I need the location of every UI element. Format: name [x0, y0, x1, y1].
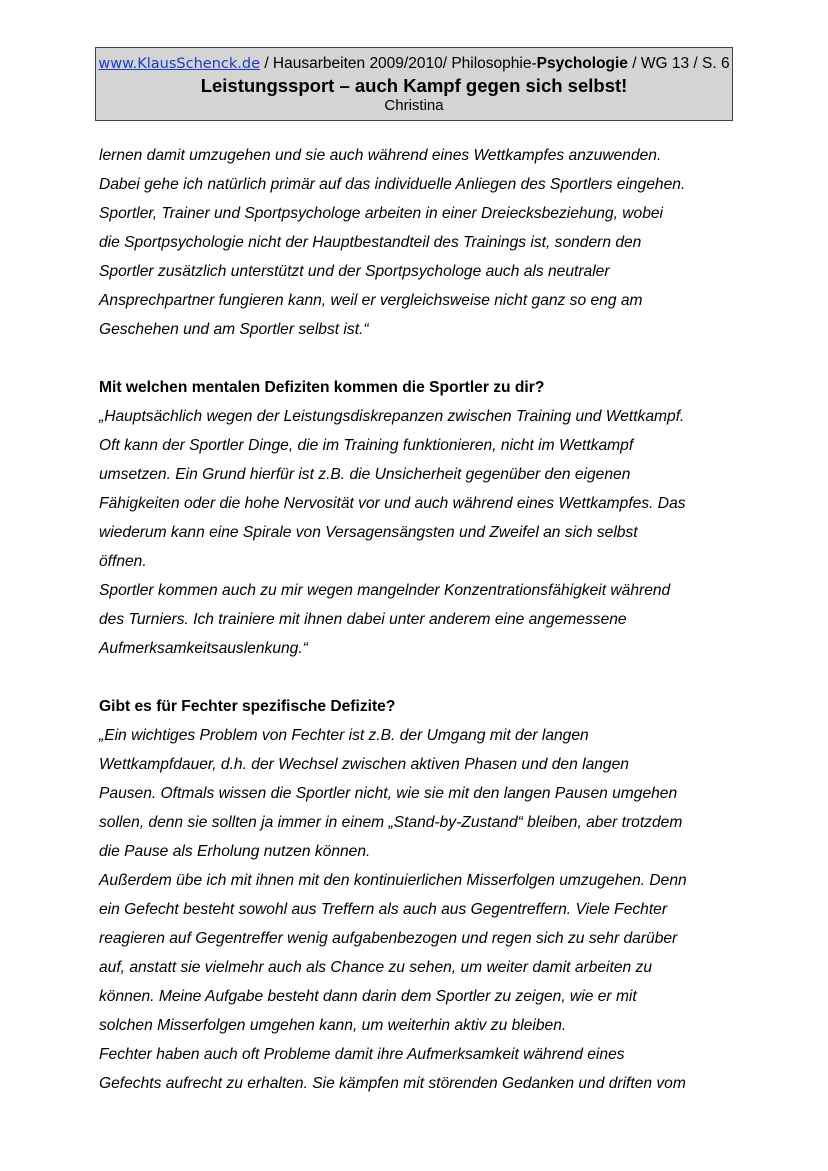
text-line: Aufmerksamkeitsauslenkung.“	[99, 640, 308, 657]
text-line: umsetzen. Ein Grund hierfür ist z.B. die Unsicherheit gegenüber den eigenen	[99, 466, 631, 483]
text-line: Pausen. Oftmals wissen die Sportler nicht, wie sie mit den langen Pausen umgehen	[99, 785, 678, 802]
text-line: sollen, denn sie sollten ja immer in einem „Stand-by-Zustand“ bleiben, aber trotzdem	[99, 814, 683, 831]
text-line: Sportler kommen auch zu mir wegen mangelnder Konzentrationsfähigkeit während	[99, 582, 671, 599]
text-line: auf, anstatt sie vielmehr auch als Chance zu sehen, um weiter damit arbeiten zu	[99, 959, 652, 976]
text-line: Geschehen und am Sportler selbst ist.“	[99, 321, 369, 338]
text-line: können. Meine Aufgabe besteht dann darin dem Sportler zu zeigen, wie er mit	[99, 988, 637, 1005]
text-line: öffnen.	[99, 553, 147, 570]
header-path-line	[96, 54, 732, 74]
question-heading: Mit welchen mentalen Defiziten kommen die Sportler zu dir?	[99, 379, 545, 396]
header-path-pre: / Hausarbeiten 2009/2010/ Philosophie-	[260, 55, 537, 72]
answer-paragraph	[99, 721, 735, 1098]
answer-paragraph	[99, 402, 735, 663]
spacer	[99, 344, 735, 373]
paragraph-intro	[99, 141, 735, 344]
text-line: wiederum kann eine Spirale von Versagensängsten und Zweifel an sich selbst	[99, 524, 638, 541]
header-path-bold: Psychologie	[536, 55, 628, 72]
text-line: Wettkampfdauer, d.h. der Wechsel zwischen aktiven Phasen und den langen	[99, 756, 629, 773]
header-path-post: / WG 13 / S. 6	[627, 55, 730, 72]
text-line: Fähigkeiten oder die hohe Nervosität vor und auch während eines Wettkampfes. Das	[99, 495, 686, 512]
text-line: „Hauptsächlich wegen der Leistungsdiskrepanzen zwischen Training und Wettkampf.	[99, 408, 685, 425]
page-header	[95, 47, 733, 121]
text-line: Fechter haben auch oft Probleme damit ihre Aufmerksamkeit während eines	[99, 1046, 625, 1063]
text-line: die Sportpsychologie nicht der Hauptbestandteil des Trainings ist, sondern den	[99, 234, 642, 251]
text-line: die Pause als Erholung nutzen können.	[99, 843, 371, 860]
text-line: reagieren auf Gegentreffer wenig aufgabenbezogen und regen sich zu sehr darüber	[99, 930, 678, 947]
text-line: Ansprechpartner fungieren kann, weil er vergleichsweise nicht ganz so eng am	[99, 292, 643, 309]
text-line: des Turniers. Ich trainiere mit ihnen dabei unter anderem eine angemessene	[99, 611, 627, 628]
text-line: Sportler, Trainer und Sportpsychologe arbeiten in einer Dreiecksbeziehung, wobei	[99, 205, 664, 222]
document-author: Christina	[384, 97, 444, 114]
document-title: Leistungssport – auch Kampf gegen sich selbst!	[200, 75, 628, 96]
text-line: Außerdem übe ich mit ihnen mit den kontinuierlichen Misserfolgen umzugehen. Denn	[99, 872, 687, 889]
text-line: Oft kann der Sportler Dinge, die im Training funktionieren, nicht im Wettkampf	[99, 437, 634, 454]
page-body	[99, 141, 735, 1098]
text-line: Dabei gehe ich natürlich primär auf das individuelle Anliegen des Sportlers eingehen.	[99, 176, 686, 193]
text-line: ein Gefecht besteht sowohl aus Treffern als auch aus Gegentreffern. Viele Fechter	[99, 901, 668, 918]
text-line: Gefechts aufrecht zu erhalten. Sie kämpfen mit störenden Gedanken und driften vom	[99, 1075, 686, 1092]
question-heading: Gibt es für Fechter spezifische Defizite?	[99, 698, 396, 715]
text-line: lernen damit umzugehen und sie auch während eines Wettkampfes anzuwenden.	[99, 147, 662, 164]
website-link[interactable]: www.KlausSchenck.de	[98, 56, 261, 72]
spacer	[99, 663, 735, 692]
text-line: Sportler zusätzlich unterstützt und der Sportpsychologe auch als neutraler	[99, 263, 610, 280]
text-line: solchen Misserfolgen umgehen kann, um weiterhin aktiv zu bleiben.	[99, 1017, 567, 1034]
text-line: „Ein wichtiges Problem von Fechter ist z.B. der Umgang mit der langen	[99, 727, 589, 744]
